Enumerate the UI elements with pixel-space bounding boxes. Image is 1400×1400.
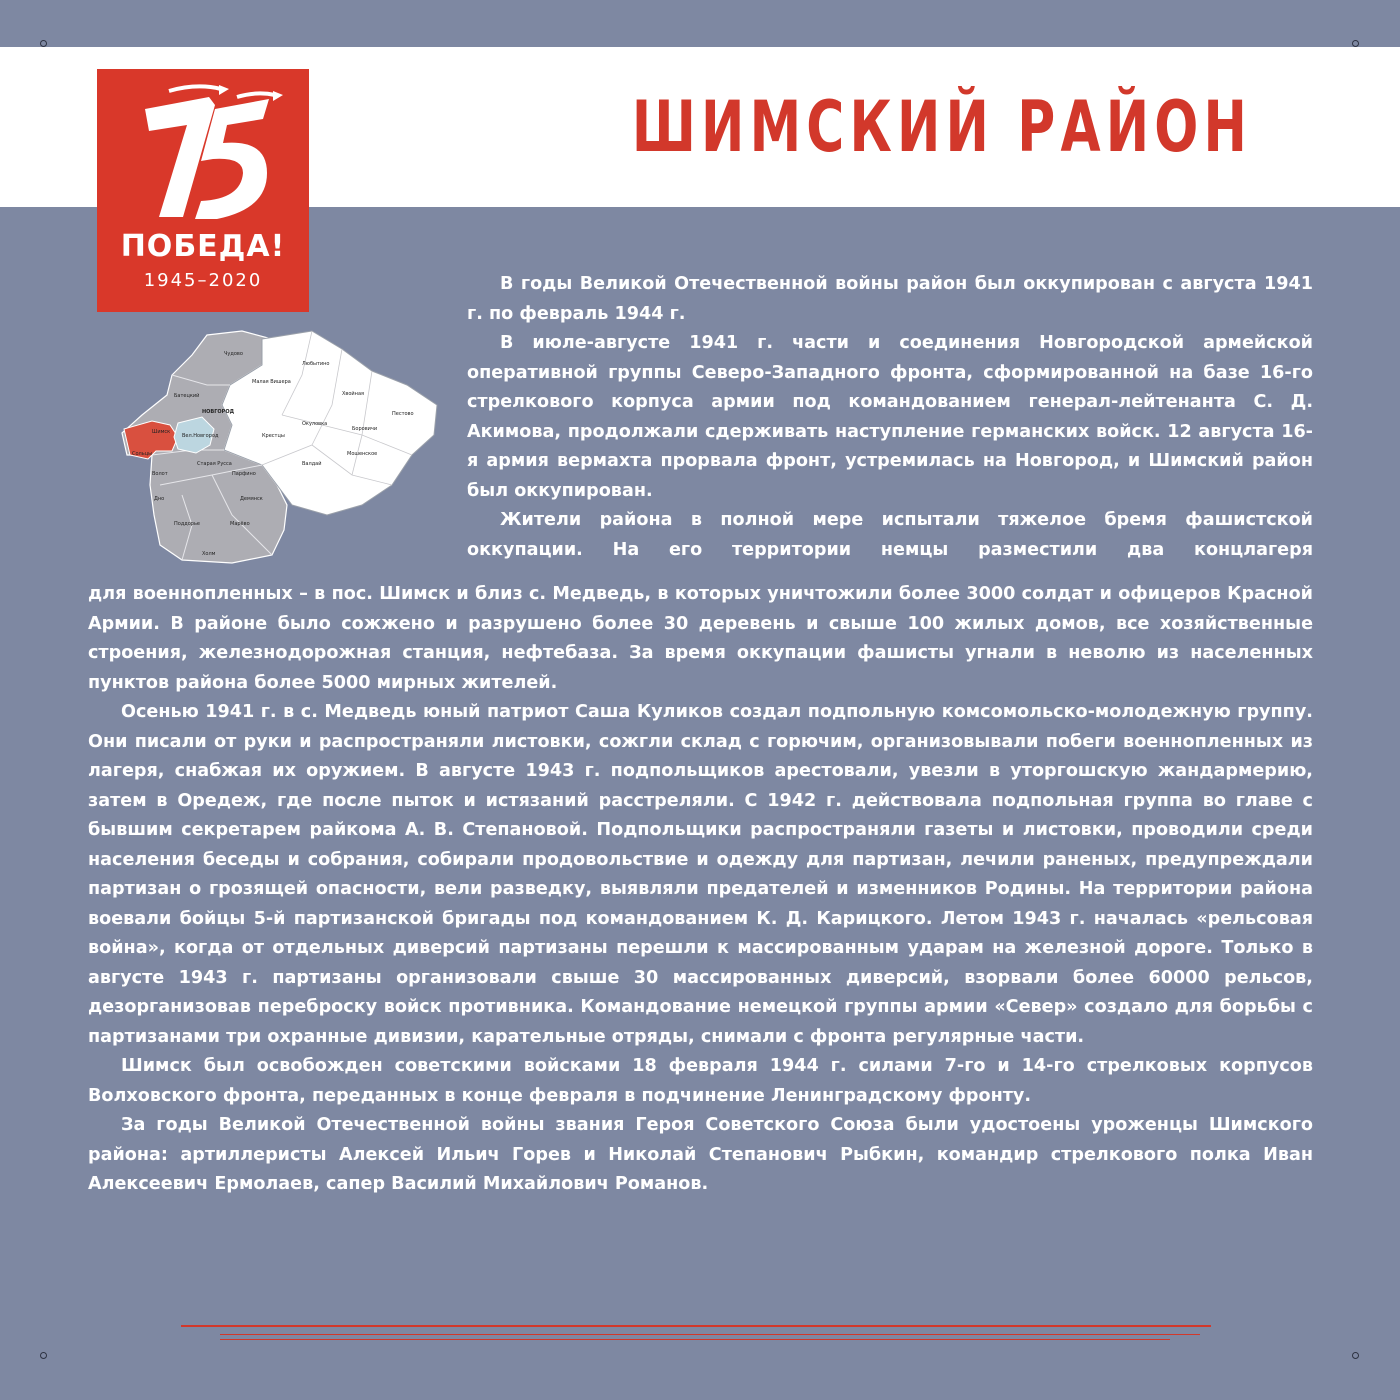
bottom-rule-top	[181, 1325, 1211, 1327]
main-text-block	[88, 580, 1313, 1200]
victory-75-logo	[97, 69, 309, 312]
map-label-malaya-vishera: Малая Вишера	[252, 379, 291, 385]
paragraph-occupation-hardship-start: Жители района в полной мере испытали тяжелое бремя фашистской оккупации. На его территории немцы разместили два концлагеря	[467, 510, 1313, 560]
map-label-khvoynaya: Хвойная	[342, 391, 365, 397]
paragraph-liberation: Шимск был освобожден советскими войсками 18 февраля 1944 г. силами 7-го и 14-го стрелковых корпусов Волховского фронта, переданных в конце февраля в подчинение Ленинградскому фронту.	[88, 1056, 1313, 1106]
map-label-dno: Дно	[154, 496, 165, 502]
map-label-borovichi: Боровичи	[352, 426, 378, 432]
novgorod-region-map	[112, 325, 442, 570]
map-label-valday: Валдай	[302, 461, 322, 467]
mounting-hole-bottom-right	[1352, 1352, 1359, 1359]
map-label-shimsk: Шимск	[152, 429, 171, 435]
map-label-marevo: Марёво	[230, 521, 250, 527]
map-label-pestovo: Пестово	[392, 411, 414, 417]
map-label-parfino: Парфино	[232, 471, 256, 477]
mounting-hole-bottom-left	[40, 1352, 47, 1359]
map-label-staraya-russa: Старая Русса	[197, 461, 232, 467]
map-label-volot: Волот	[152, 471, 168, 477]
map-label-batetsky: Батецкий	[174, 393, 200, 399]
map-label-demyansk: Демянск	[240, 496, 263, 502]
map-label-soltsy: Сольцы	[132, 451, 153, 457]
map-label-okulovka: Окуловка	[302, 421, 328, 427]
map-label-kholm: Холм	[202, 551, 216, 557]
logo-years: 1945–2020	[143, 270, 263, 291]
mounting-hole-top-left	[40, 40, 47, 47]
map-label-krestsy: Крестцы	[262, 433, 285, 439]
map-label-lyubytino: Любытино	[302, 361, 330, 367]
paragraph-heroes: За годы Великой Отечественной войны звания Героя Советского Союза были удостоены уроженцы Шимского района: артиллеристы Алексей Ильич Горев и Николай Степанович Рыбкин, командир стрелкового полка Иван Алексеевич Ермолаев, сапер Василий Михайлович Романов.	[88, 1115, 1313, 1194]
paragraph-occupation-dates: В годы Великой Отечественной войны район был оккупирован с августа 1941 г. по февраль 1944 г.	[467, 274, 1313, 324]
intro-text-block	[467, 270, 1313, 565]
paragraph-underground-partisans: Осенью 1941 г. в с. Медведь юный патриот Саша Куликов создал подпольную комсомольско-молодежную группу. Они писали от руки и распространяли листовки, сожгли склад с горючим, организовывали побеги военнопленных из лагеря, снабжая их оружием. В августе 1943 г. подпольщиков арестовали, увезли в уторгошскую жандармерию, затем в Оредеж, где после пыток и истязаний расстреляли. С 1942 г. действовала подпольная группа во главе с бывшим секретарем райкома А. В. Степановой. Подпольщики распространяли газеты и листовки, проводили среди населения беседы и собрания, собирали продовольствие и одежду для партизан, лечили раненых, предупреждали партизан о грозящей опасности, вели разведку, выявляли предателей и изменников Родины. На территории района воевали бойцы 5-й партизанской бригады под командованием К. Д. Карицкого. Летом 1943 г. началась «рельсовая война», когда от отдельных диверсий партизаны перешли к массированным ударам на железной дороге. Только в августе 1943 г. партизаны организовали свыше 30 массированных диверсий, взорвали более 60000 рельсов, дезорганизовав переброску войск противника. Командование немецкой группы армии «Север» создало для борьбы с партизанами три охранные дивизии, карательные отряды, снимали с фронта регулярные части.	[88, 702, 1313, 1047]
page-title: ШИМСКИЙ РАЙОН	[631, 86, 1252, 168]
paragraph-occupation-hardship-end: для военнопленных – в пос. Шимск и близ с. Медведь, в которых уничтожили более 3000 солдат и офицеров Красной Армии. В районе было сожжено и разрушено более 30 деревень и свыше 100 жилых домов, все хозяйственные строения, железнодорожная станция, нефтебаза. За время оккупации фашисты угнали в неволю из населенных пунктов района более 5000 мирных жителей.	[88, 584, 1313, 693]
map-label-velikiy-novgorod: Вел.Новгород	[182, 433, 219, 439]
mounting-hole-top-right	[1352, 40, 1359, 47]
bottom-rule-middle	[220, 1334, 1200, 1335]
map-label-chudovo: Чудово	[224, 351, 243, 357]
map-label-novgorod: НОВГОРОД	[202, 409, 235, 415]
logo-title: ПОБЕДА!	[120, 229, 286, 264]
paragraph-defense-1941: В июле-августе 1941 г. части и соединения Новгородской армейской оперативной группы Северо-Западного фронта, сформированной на базе 16-го стрелкового корпуса армии под командованием генерал-лейтенанта С. Д. Акимова, продолжали сдерживать наступление германских войск. 12 августа 16-я армия вермахта прорвала фронт, устремилась на Новгород, и Шимский район был оккупирован.	[467, 333, 1313, 501]
map-label-moshenskoe: Мошенское	[347, 451, 378, 457]
bottom-rule-bottom	[220, 1339, 1170, 1340]
map-label-poddorye: Поддорье	[174, 521, 200, 527]
